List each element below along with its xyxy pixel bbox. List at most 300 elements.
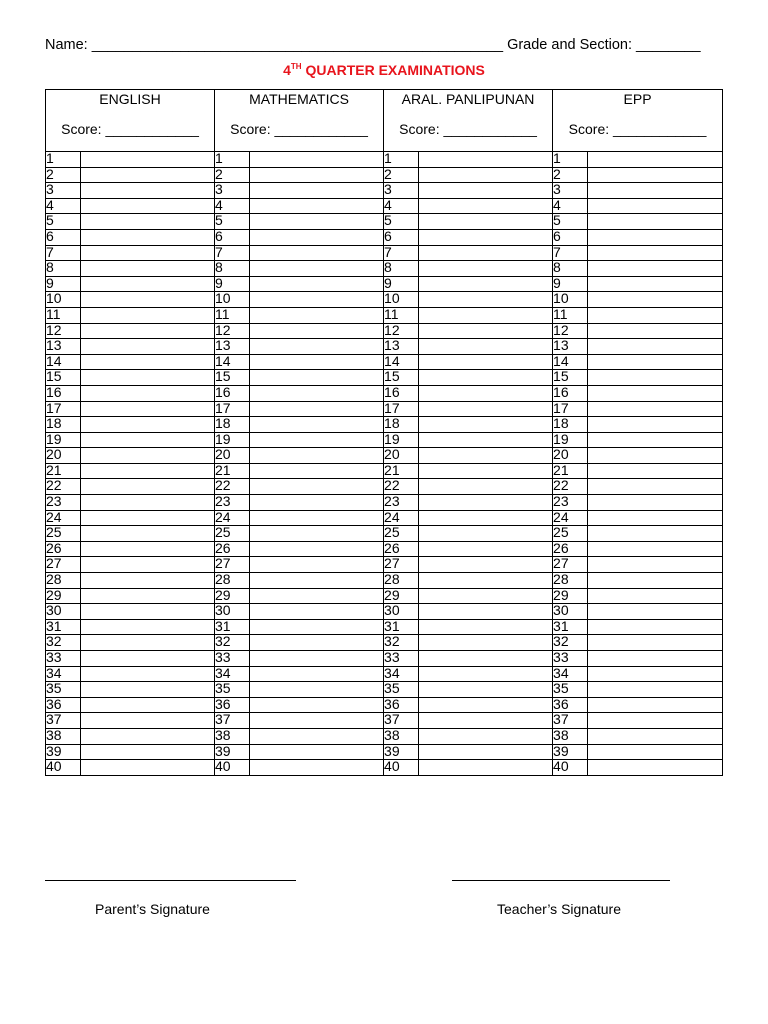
item-number: 24 — [384, 510, 419, 526]
item-number: 27 — [553, 557, 588, 573]
answer-cell-english[interactable] — [81, 229, 215, 245]
answer-row — [46, 728, 723, 744]
item-number: 21 — [46, 463, 81, 479]
answer-cell-english[interactable] — [81, 760, 215, 776]
item-number: 17 — [553, 401, 588, 417]
answer-cell-english[interactable] — [81, 651, 215, 667]
answer-cell-mathematics[interactable] — [250, 760, 384, 776]
answer-cell-epp[interactable] — [588, 370, 723, 386]
item-number: 32 — [553, 635, 588, 651]
item-number: 23 — [46, 495, 81, 511]
item-number: 6 — [384, 229, 419, 245]
item-number: 9 — [215, 276, 250, 292]
answer-cell-epp[interactable] — [588, 697, 723, 713]
item-number: 33 — [384, 651, 419, 667]
answer-cell-mathematics[interactable] — [250, 417, 384, 433]
answer-cell-mathematics[interactable] — [250, 619, 384, 635]
item-number: 23 — [384, 495, 419, 511]
answer-cell-english[interactable] — [81, 557, 215, 573]
item-number: 26 — [46, 541, 81, 557]
answer-cell-mathematics[interactable] — [250, 728, 384, 744]
answer-cell-epp[interactable] — [588, 448, 723, 464]
answer-cell-mathematics[interactable] — [250, 635, 384, 651]
answer-cell-mathematics[interactable] — [250, 401, 384, 417]
item-number: 4 — [215, 198, 250, 214]
item-number: 30 — [46, 604, 81, 620]
answer-cell-aral-panlipunan[interactable] — [419, 713, 553, 729]
title-text: QUARTER EXAMINATIONS — [305, 62, 485, 78]
grade-section-label: Grade and Section: — [507, 37, 633, 53]
score-line[interactable] — [553, 121, 722, 137]
answer-cell-mathematics[interactable] — [250, 510, 384, 526]
answer-cell-aral-panlipunan[interactable] — [419, 728, 553, 744]
answer-row — [46, 682, 723, 698]
grade-section-blank[interactable]: ________ — [636, 37, 701, 53]
answer-cell-aral-panlipunan[interactable] — [419, 261, 553, 277]
answer-cell-epp[interactable] — [588, 526, 723, 542]
answer-cell-mathematics[interactable] — [250, 713, 384, 729]
answer-cell-aral-panlipunan[interactable] — [419, 292, 553, 308]
answer-cell-aral-panlipunan[interactable] — [419, 183, 553, 199]
answer-cell-epp[interactable] — [588, 152, 723, 168]
item-number: 16 — [46, 385, 81, 401]
item-number: 38 — [553, 728, 588, 744]
item-number: 27 — [384, 557, 419, 573]
score-line[interactable] — [46, 121, 214, 137]
answer-cell-epp[interactable] — [588, 666, 723, 682]
answer-cell-mathematics[interactable] — [250, 292, 384, 308]
answer-cell-english[interactable] — [81, 152, 215, 168]
item-number: 1 — [46, 152, 81, 168]
answer-cell-mathematics[interactable] — [250, 682, 384, 698]
answer-cell-aral-panlipunan[interactable] — [419, 463, 553, 479]
answer-cell-epp[interactable] — [588, 307, 723, 323]
item-number: 36 — [46, 697, 81, 713]
answer-cell-aral-panlipunan[interactable] — [419, 604, 553, 620]
score-blank[interactable]: ____________ — [274, 121, 368, 137]
answer-cell-mathematics[interactable] — [250, 604, 384, 620]
item-number: 28 — [553, 573, 588, 589]
item-number: 28 — [384, 573, 419, 589]
answer-cell-aral-panlipunan[interactable] — [419, 370, 553, 386]
answer-cell-english[interactable] — [81, 682, 215, 698]
answer-cell-aral-panlipunan[interactable] — [419, 323, 553, 339]
answer-cell-english[interactable] — [81, 463, 215, 479]
answer-cell-aral-panlipunan[interactable] — [419, 635, 553, 651]
item-number: 30 — [553, 604, 588, 620]
answer-cell-aral-panlipunan[interactable] — [419, 682, 553, 698]
answer-cell-english[interactable] — [81, 245, 215, 261]
item-number: 10 — [215, 292, 250, 308]
answer-cell-aral-panlipunan[interactable] — [419, 229, 553, 245]
answer-cell-english[interactable] — [81, 183, 215, 199]
answer-cell-mathematics[interactable] — [250, 744, 384, 760]
answer-cell-english[interactable] — [81, 354, 215, 370]
item-number: 10 — [46, 292, 81, 308]
answer-cell-mathematics[interactable] — [250, 152, 384, 168]
item-number: 36 — [384, 697, 419, 713]
answer-cell-english[interactable] — [81, 510, 215, 526]
item-number: 22 — [384, 479, 419, 495]
score-label: Score: — [399, 121, 440, 137]
item-number: 3 — [215, 183, 250, 199]
answer-cell-mathematics[interactable] — [250, 229, 384, 245]
item-number: 39 — [553, 744, 588, 760]
item-number: 25 — [553, 526, 588, 542]
subject-name: ENGLISH — [99, 91, 161, 107]
answer-cell-mathematics[interactable] — [250, 167, 384, 183]
item-number: 11 — [46, 307, 81, 323]
item-number: 9 — [384, 276, 419, 292]
item-number: 13 — [215, 339, 250, 355]
answer-cell-aral-panlipunan[interactable] — [419, 214, 553, 230]
item-number: 31 — [553, 619, 588, 635]
answer-cell-epp[interactable] — [588, 682, 723, 698]
answer-cell-mathematics[interactable] — [250, 666, 384, 682]
answer-cell-aral-panlipunan[interactable] — [419, 307, 553, 323]
answer-cell-english[interactable] — [81, 713, 215, 729]
item-number: 2 — [46, 167, 81, 183]
parent-signature-line[interactable] — [45, 880, 296, 881]
answer-cell-aral-panlipunan[interactable] — [419, 588, 553, 604]
answer-cell-aral-panlipunan[interactable] — [419, 432, 553, 448]
item-number: 2 — [215, 167, 250, 183]
answer-row — [46, 152, 723, 168]
item-number: 31 — [46, 619, 81, 635]
item-number: 15 — [553, 370, 588, 386]
item-number: 19 — [553, 432, 588, 448]
answer-cell-aral-panlipunan[interactable] — [419, 276, 553, 292]
answer-cell-english[interactable] — [81, 479, 215, 495]
answer-cell-mathematics[interactable] — [250, 479, 384, 495]
item-number: 11 — [215, 307, 250, 323]
answer-cell-aral-panlipunan[interactable] — [419, 479, 553, 495]
answer-cell-mathematics[interactable] — [250, 214, 384, 230]
subject-name: MATHEMATICS — [249, 91, 349, 107]
item-number: 20 — [384, 448, 419, 464]
answer-cell-mathematics[interactable] — [250, 651, 384, 667]
score-label: Score: — [568, 121, 610, 137]
answer-cell-mathematics[interactable] — [250, 323, 384, 339]
answer-cell-english[interactable] — [81, 401, 215, 417]
answer-cell-epp[interactable] — [588, 541, 723, 557]
answer-cell-aral-panlipunan[interactable] — [419, 744, 553, 760]
answer-cell-epp[interactable] — [588, 292, 723, 308]
answer-cell-epp[interactable] — [588, 229, 723, 245]
item-number: 4 — [553, 198, 588, 214]
answer-cell-aral-panlipunan[interactable] — [419, 495, 553, 511]
answer-cell-english[interactable] — [81, 697, 215, 713]
item-number: 16 — [384, 385, 419, 401]
answer-cell-aral-panlipunan[interactable] — [419, 339, 553, 355]
name-blank[interactable]: ___________________________________________________ — [91, 37, 504, 53]
answer-cell-epp[interactable] — [588, 183, 723, 199]
answer-cell-mathematics[interactable] — [250, 463, 384, 479]
answer-cell-epp[interactable] — [588, 635, 723, 651]
item-number: 33 — [215, 651, 250, 667]
answer-cell-epp[interactable] — [588, 619, 723, 635]
answer-cell-epp[interactable] — [588, 495, 723, 511]
answer-cell-english[interactable] — [81, 619, 215, 635]
item-number: 26 — [215, 541, 250, 557]
subject-aral-panlipunan — [384, 90, 553, 152]
answer-cell-aral-panlipunan[interactable] — [419, 167, 553, 183]
answer-cell-aral-panlipunan[interactable] — [419, 245, 553, 261]
answer-cell-epp[interactable] — [588, 713, 723, 729]
item-number: 11 — [553, 307, 588, 323]
item-number: 32 — [46, 635, 81, 651]
answer-cell-aral-panlipunan[interactable] — [419, 760, 553, 776]
answer-cell-mathematics[interactable] — [250, 261, 384, 277]
answer-cell-english[interactable] — [81, 526, 215, 542]
answer-cell-mathematics[interactable] — [250, 495, 384, 511]
item-number: 8 — [215, 261, 250, 277]
answer-cell-aral-panlipunan[interactable] — [419, 651, 553, 667]
item-number: 39 — [46, 744, 81, 760]
item-number: 11 — [384, 307, 419, 323]
item-number: 39 — [384, 744, 419, 760]
answer-row — [46, 760, 723, 776]
item-number: 30 — [215, 604, 250, 620]
item-number: 5 — [553, 214, 588, 230]
answer-cell-epp[interactable] — [588, 167, 723, 183]
score-line[interactable] — [384, 121, 552, 137]
item-number: 40 — [384, 760, 419, 776]
item-number: 33 — [553, 651, 588, 667]
answer-cell-epp[interactable] — [588, 354, 723, 370]
answer-cell-epp[interactable] — [588, 604, 723, 620]
item-number: 12 — [46, 323, 81, 339]
answer-cell-english[interactable] — [81, 214, 215, 230]
answer-cell-aral-panlipunan[interactable] — [419, 152, 553, 168]
subject-name: ARAL. PANLIPUNAN — [401, 91, 535, 107]
answer-cell-aral-panlipunan[interactable] — [419, 557, 553, 573]
item-number: 27 — [46, 557, 81, 573]
item-number: 10 — [553, 292, 588, 308]
item-number: 19 — [384, 432, 419, 448]
title-prefix: 4 — [283, 62, 291, 78]
answer-cell-mathematics[interactable] — [250, 198, 384, 214]
answer-cell-aral-panlipunan[interactable] — [419, 619, 553, 635]
score-line[interactable] — [215, 121, 383, 137]
answer-cell-mathematics[interactable] — [250, 432, 384, 448]
teacher-signature-label: Teacher’s Signature — [497, 901, 622, 917]
item-number: 17 — [384, 401, 419, 417]
answer-cell-epp[interactable] — [588, 417, 723, 433]
parent-signature-label: Parent’s Signature — [95, 901, 210, 917]
answer-cell-english[interactable] — [81, 292, 215, 308]
item-number: 15 — [215, 370, 250, 386]
answer-cell-aral-panlipunan[interactable] — [419, 666, 553, 682]
subject-header-row — [46, 90, 723, 152]
item-number: 34 — [46, 666, 81, 682]
answer-cell-epp[interactable] — [588, 744, 723, 760]
answer-cell-mathematics[interactable] — [250, 385, 384, 401]
answer-cell-aral-panlipunan[interactable] — [419, 417, 553, 433]
answer-cell-epp[interactable] — [588, 651, 723, 667]
answer-cell-mathematics[interactable] — [250, 370, 384, 386]
subject-name: EPP — [623, 91, 652, 107]
answer-cell-epp[interactable] — [588, 588, 723, 604]
item-number: 6 — [215, 229, 250, 245]
item-number: 13 — [553, 339, 588, 355]
answer-cell-english[interactable] — [81, 541, 215, 557]
answer-cell-epp[interactable] — [588, 214, 723, 230]
answer-cell-english[interactable] — [81, 588, 215, 604]
score-blank[interactable]: ____________ — [613, 121, 707, 137]
answer-cell-english[interactable] — [81, 417, 215, 433]
item-number: 34 — [215, 666, 250, 682]
item-number: 3 — [46, 183, 81, 199]
answer-cell-english[interactable] — [81, 339, 215, 355]
answer-cell-epp[interactable] — [588, 479, 723, 495]
answer-cell-aral-panlipunan[interactable] — [419, 354, 553, 370]
item-number: 20 — [215, 448, 250, 464]
item-number: 24 — [215, 510, 250, 526]
answer-cell-epp[interactable] — [588, 339, 723, 355]
item-number: 8 — [46, 261, 81, 277]
item-number: 2 — [384, 167, 419, 183]
score-blank[interactable]: ____________ — [105, 121, 199, 137]
item-number: 1 — [553, 152, 588, 168]
item-number: 3 — [553, 183, 588, 199]
item-number: 19 — [215, 432, 250, 448]
item-number: 8 — [553, 261, 588, 277]
answer-cell-aral-panlipunan[interactable] — [419, 401, 553, 417]
answer-cell-english[interactable] — [81, 635, 215, 651]
item-number: 25 — [384, 526, 419, 542]
item-number: 24 — [46, 510, 81, 526]
item-number: 12 — [215, 323, 250, 339]
answer-cell-epp[interactable] — [588, 261, 723, 277]
item-number: 13 — [384, 339, 419, 355]
answer-cell-english[interactable] — [81, 385, 215, 401]
answer-cell-english[interactable] — [81, 198, 215, 214]
item-number: 21 — [553, 463, 588, 479]
item-number: 21 — [384, 463, 419, 479]
item-number: 5 — [384, 214, 419, 230]
answer-cell-mathematics[interactable] — [250, 588, 384, 604]
answer-cell-mathematics[interactable] — [250, 276, 384, 292]
score-label: Score: — [61, 121, 102, 137]
answer-cell-mathematics[interactable] — [250, 307, 384, 323]
answer-cell-english[interactable] — [81, 728, 215, 744]
item-number: 31 — [384, 619, 419, 635]
item-number: 7 — [46, 245, 81, 261]
answer-cell-aral-panlipunan[interactable] — [419, 573, 553, 589]
item-number: 29 — [46, 588, 81, 604]
answer-cell-epp[interactable] — [588, 557, 723, 573]
item-number: 38 — [46, 728, 81, 744]
item-number: 10 — [384, 292, 419, 308]
answer-cell-english[interactable] — [81, 432, 215, 448]
item-number: 34 — [384, 666, 419, 682]
answer-cell-english[interactable] — [81, 276, 215, 292]
answer-row — [46, 229, 723, 245]
item-number: 6 — [553, 229, 588, 245]
answer-cell-aral-panlipunan[interactable] — [419, 526, 553, 542]
answer-cell-mathematics[interactable] — [250, 448, 384, 464]
answer-cell-mathematics[interactable] — [250, 339, 384, 355]
answer-cell-english[interactable] — [81, 495, 215, 511]
teacher-signature-line[interactable] — [452, 880, 670, 881]
answer-cell-epp[interactable] — [588, 573, 723, 589]
answer-cell-mathematics[interactable] — [250, 183, 384, 199]
answer-cell-aral-panlipunan[interactable] — [419, 510, 553, 526]
answer-cell-epp[interactable] — [588, 385, 723, 401]
answer-cell-epp[interactable] — [588, 245, 723, 261]
answer-cell-epp[interactable] — [588, 510, 723, 526]
answer-cell-epp[interactable] — [588, 198, 723, 214]
answer-cell-english[interactable] — [81, 744, 215, 760]
answer-cell-epp[interactable] — [588, 760, 723, 776]
answer-cell-aral-panlipunan[interactable] — [419, 541, 553, 557]
score-label: Score: — [230, 121, 271, 137]
item-number: 38 — [215, 728, 250, 744]
answer-row — [46, 651, 723, 667]
item-number: 29 — [215, 588, 250, 604]
answer-row — [46, 417, 723, 433]
answer-cell-epp[interactable] — [588, 401, 723, 417]
answer-cell-english[interactable] — [81, 167, 215, 183]
answer-cell-english[interactable] — [81, 307, 215, 323]
score-blank[interactable]: ____________ — [443, 121, 537, 137]
item-number: 13 — [46, 339, 81, 355]
answer-cell-aral-panlipunan[interactable] — [419, 697, 553, 713]
item-number: 32 — [215, 635, 250, 651]
answer-cell-mathematics[interactable] — [250, 354, 384, 370]
answer-cell-mathematics[interactable] — [250, 526, 384, 542]
answer-cell-english[interactable] — [81, 370, 215, 386]
answer-cell-aral-panlipunan[interactable] — [419, 448, 553, 464]
item-number: 1 — [384, 152, 419, 168]
answer-cell-epp[interactable] — [588, 463, 723, 479]
item-number: 18 — [215, 417, 250, 433]
answer-cell-epp[interactable] — [588, 728, 723, 744]
subject-mathematics — [215, 90, 384, 152]
item-number: 2 — [553, 167, 588, 183]
answer-cell-english[interactable] — [81, 323, 215, 339]
answer-cell-mathematics[interactable] — [250, 557, 384, 573]
item-number: 16 — [553, 385, 588, 401]
answer-cell-english[interactable] — [81, 666, 215, 682]
item-number: 22 — [553, 479, 588, 495]
page-title — [0, 62, 768, 78]
title-superscript: TH — [290, 62, 302, 71]
answer-cell-epp[interactable] — [588, 323, 723, 339]
answer-cell-mathematics[interactable] — [250, 245, 384, 261]
item-number: 20 — [46, 448, 81, 464]
answer-cell-aral-panlipunan[interactable] — [419, 198, 553, 214]
answer-cell-mathematics[interactable] — [250, 697, 384, 713]
answer-cell-english[interactable] — [81, 604, 215, 620]
answer-cell-mathematics[interactable] — [250, 541, 384, 557]
answer-cell-epp[interactable] — [588, 432, 723, 448]
item-number: 35 — [46, 682, 81, 698]
answer-cell-mathematics[interactable] — [250, 573, 384, 589]
answer-cell-epp[interactable] — [588, 276, 723, 292]
item-number: 14 — [384, 354, 419, 370]
answer-cell-english[interactable] — [81, 448, 215, 464]
answer-cell-aral-panlipunan[interactable] — [419, 385, 553, 401]
item-number: 3 — [384, 183, 419, 199]
answer-cell-english[interactable] — [81, 261, 215, 277]
item-number: 34 — [553, 666, 588, 682]
answer-row — [46, 307, 723, 323]
item-number: 23 — [215, 495, 250, 511]
answer-cell-english[interactable] — [81, 573, 215, 589]
answer-row — [46, 385, 723, 401]
